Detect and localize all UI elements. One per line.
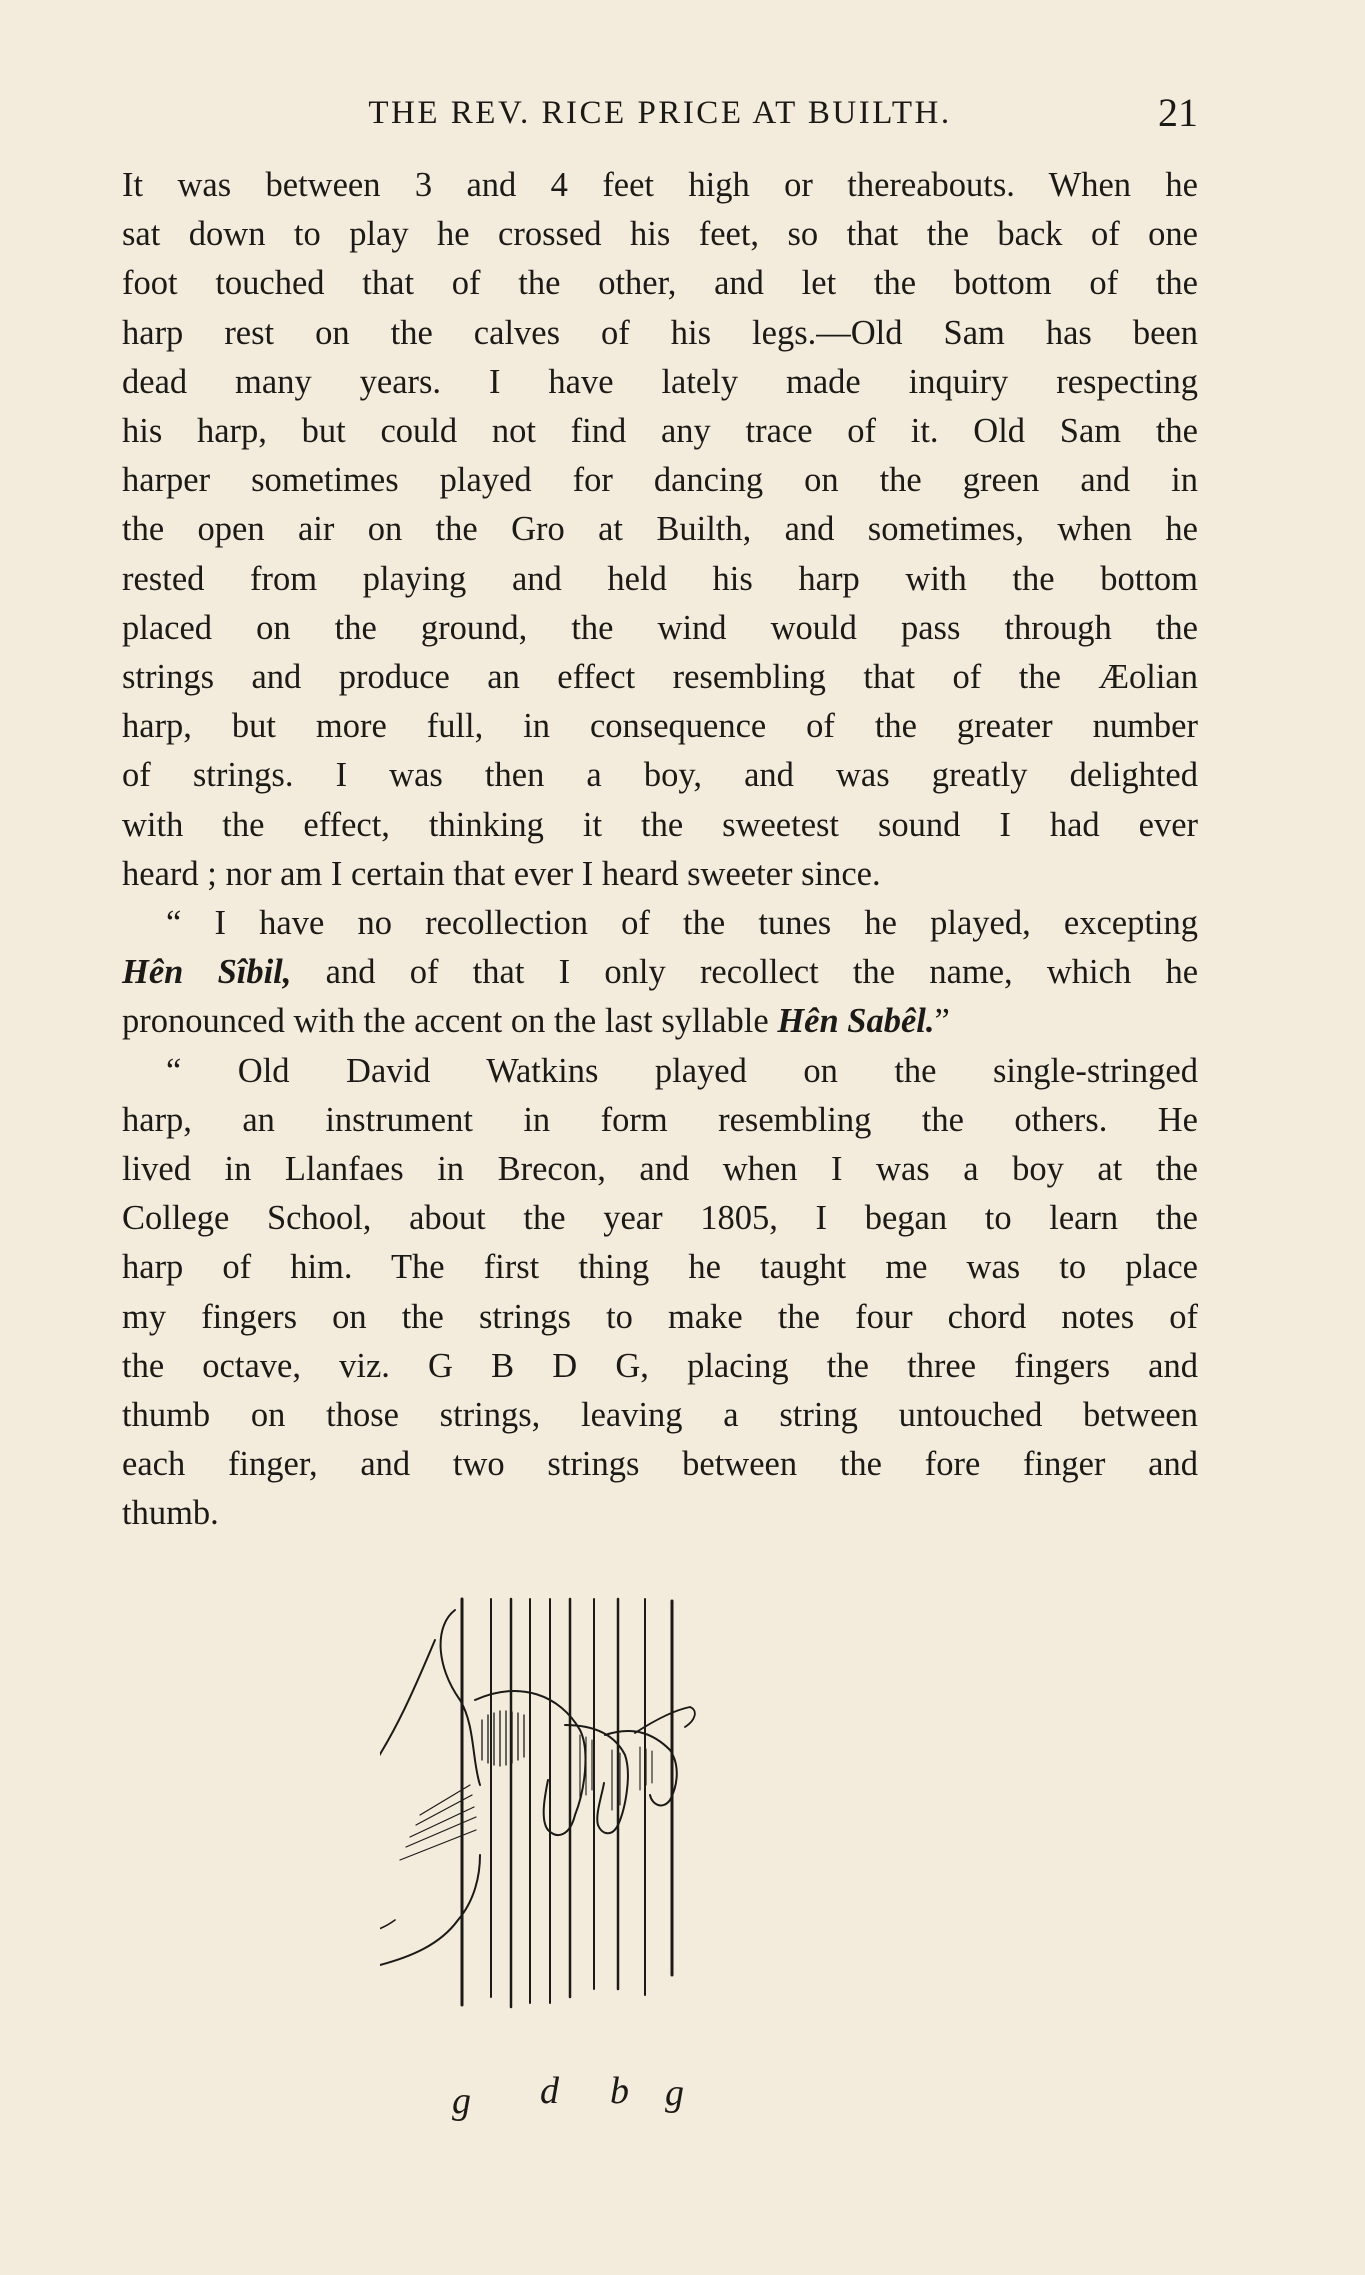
tune-name: Hên Sîbil, — [122, 953, 292, 992]
text-line: harp, an instrument in form resembling the others. He — [122, 1100, 1198, 1139]
text-line: harper sometimes played for dancing on the green and in — [122, 461, 1198, 500]
shading-knuckle — [482, 1711, 530, 1766]
running-head — [122, 88, 1198, 138]
closing-quote: ” — [934, 1002, 950, 1041]
finger-outline — [635, 1707, 695, 1733]
text-line: with the effect, thinking it the sweetest sound I had ever — [122, 805, 1198, 844]
text-line: sat down to play he crossed his feet, so that the back of one — [122, 215, 1198, 254]
hand-outline — [380, 1640, 435, 1810]
text-line: foot touched that of the other, and let the bottom of the — [122, 264, 1198, 303]
tune-name: Hên Sabêl. — [777, 1002, 935, 1041]
text-line: my fingers on the strings to make the four chord notes of — [122, 1297, 1198, 1336]
text-line: each finger, and two strings between the fore finger and — [122, 1445, 1198, 1484]
page-number: 21 — [1158, 90, 1198, 135]
text-line: College School, about the year 1805, I began to learn the — [122, 1199, 1198, 1238]
text-line: rested from playing and held his harp with the bottom — [122, 559, 1198, 598]
note-label-g: g — [452, 2080, 471, 2122]
shading-fingers — [580, 1735, 652, 1810]
text-line: thumb. — [122, 1494, 219, 1533]
text-line: “ Old David Watkins played on the single-stringed — [166, 1051, 1198, 1090]
note-label-g: g — [665, 2072, 684, 2114]
text-line — [122, 997, 1198, 1046]
body-text — [122, 161, 1198, 1539]
note-label-b: b — [610, 2070, 629, 2112]
text-line: his harp, but could not find any trace of it. Old Sam the — [122, 412, 1198, 451]
hand-on-harp-illustration — [380, 1585, 980, 2125]
running-title: THE REV. RICE PRICE AT BUILTH. — [368, 95, 952, 131]
text-line: the open air on the Gro at Builth, and sometimes, when he — [122, 510, 1198, 549]
text-line — [122, 948, 1198, 997]
text-span: and of that I only recollect the name, which he — [291, 953, 1199, 992]
text-line: thumb on those strings, leaving a string untouched between — [122, 1396, 1198, 1435]
text-line: placed on the ground, the wind would pass through the — [122, 608, 1198, 647]
text-line: It was between 3 and 4 feet high or thereabouts. When he — [122, 166, 1198, 204]
thumb-outline — [380, 1788, 480, 1966]
text-line: harp of him. The first thing he taught me was to place — [122, 1248, 1198, 1287]
text-span: pronounced with the accent on the last syllable — [122, 1002, 778, 1041]
harp-hand-drawing — [380, 1585, 980, 2125]
text-line: harp rest on the calves of his legs.—Old Sam has been — [122, 313, 1198, 352]
text-line: harp, but more full, in consequence of the greater number — [122, 707, 1198, 746]
shading-palm — [400, 1785, 476, 1860]
text-line: of strings. I was then a boy, and was greatly delighted — [122, 756, 1198, 795]
note-label-d: d — [540, 2070, 559, 2112]
hand-outline — [441, 1610, 480, 1785]
text-line: lived in Llanfaes in Brecon, and when I was a boy at the — [122, 1150, 1198, 1189]
text-line: “ I have no recollection of the tunes he played, excepting — [166, 904, 1198, 943]
text-line: heard ; nor am I certain that ever I heard sweeter since. — [122, 854, 881, 893]
text-line: the octave, viz. G B D G, placing the three fingers and — [122, 1346, 1198, 1385]
thumb-outline — [380, 1840, 395, 1933]
text-line: strings and produce an effect resembling that of the Æolian — [122, 658, 1198, 697]
text-line: dead many years. I have lately made inquiry respecting — [122, 362, 1198, 401]
